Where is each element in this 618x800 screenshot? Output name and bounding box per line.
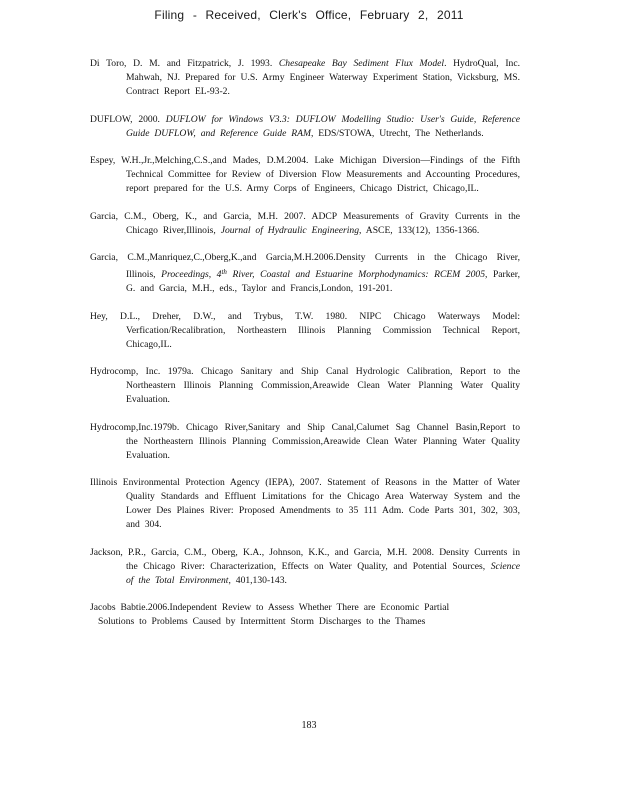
reference-text: , Parker, G. and Garcia, M.H., eds., Taylor and Francis,London, 191-201. xyxy=(126,269,520,294)
reference-entry xyxy=(90,365,520,407)
reference-title: Science of the Total Environment xyxy=(126,560,520,586)
reference-title-part: Proceedings, 4 xyxy=(161,269,222,280)
filing-header: Filing - Received, Clerk's Office, February 2, 2011 xyxy=(154,8,464,22)
reference-text: Hey, D.L., Dreher, D.W., and Trybus, T.W. 1980. NIPC Chicago Waterways Model: Verfication/Recalibration, Northeastern Illinois Planning Commission Technical Report, Chicago,IL. xyxy=(90,310,520,350)
reference-text: , 401,130-143. xyxy=(228,574,287,586)
reference-title: DUFLOW for Windows V3.3: DUFLOW Modelling Studio: User's Guide, Reference Guide DUFLOW, and Reference Guide RAM xyxy=(126,113,520,139)
reference-text: Garcia, C.M., Oberg, K., and Garcia, M.H. 2007. ADCP Measurements of Gravity Currents in the Chicago River,Illinois, xyxy=(90,210,520,236)
reference-entry xyxy=(90,154,520,196)
reference-text: Jackson, P.R., Garcia, C.M., Oberg, K.A., Johnson, K.K., and Garcia, M.H. 2008. Density Currents in the Chicago River: Characterization, Effects on Water Quality, and Potential Sources, xyxy=(90,546,520,572)
reference-entry xyxy=(90,601,520,629)
reference-text-line: Jacobs Babtie.2006.Independent Review to Assess Whether There are Economic Partial xyxy=(90,602,450,613)
reference-title-part: River, Coastal and Estuarine Morphodynamics: RCEM 2005 xyxy=(226,269,485,280)
reference-text: Garcia, C.M.,Manriquez,C.,Oberg,K.,and Garcia,M.H.2006.Density Currents in the Chicago River, Illinois, xyxy=(90,252,520,280)
ordinal-superscript: th xyxy=(221,268,227,276)
reference-text-line: Solutions to Problems Caused by Intermittent Storm Discharges to the Thames xyxy=(98,616,426,627)
reference-entry xyxy=(90,251,520,296)
reference-entry xyxy=(90,57,520,99)
reference-list xyxy=(90,57,520,643)
reference-title xyxy=(161,269,485,280)
reference-entry xyxy=(90,113,520,141)
reference-text: , ASCE, 133(12), 1356-1366. xyxy=(359,224,480,236)
reference-text: DUFLOW, 2000. xyxy=(90,113,166,125)
page-number: 183 xyxy=(301,720,317,731)
reference-text: Di Toro, D. M. and Fitzpatrick, J. 1993. xyxy=(90,58,279,69)
reference-text: Illinois Environmental Protection Agency (IEPA), 2007. Statement of Reasons in the Matter of Water Quality Standards and Effluent Limitations for the Chicago Area Waterway System and the Lower Des Plaines River: Proposed Amendments to 35 111 Adm. Code Parts 301, 302, 303, and 304. xyxy=(90,477,520,530)
reference-title: Journal of Hydraulic Engineering xyxy=(220,224,360,236)
reference-text: , EDS/STOWA, Utrecht, The Netherlands. xyxy=(310,127,484,139)
reference-text: . HydroQual, Inc. Mahwah, NJ. Prepared for U.S. Army Engineer Waterway Experiment Station, Vicksburg, MS. Contract Report EL-93-2. xyxy=(126,58,520,97)
reference-text: Hydrocomp,Inc.1979b. Chicago River,Sanitary and Ship Canal,Calumet Sag Channel Basin,Report to the Northeastern Illinois Planning Commission,Areawide Clean Water Planning Water Quality Evaluation. xyxy=(90,421,520,461)
reference-text: Hydrocomp, Inc. 1979a. Chicago Sanitary and Ship Canal Hydrologic Calibration, Report to the Northeastern Illinois Planning Commission,Areawide Clean Water Planning Water Quality Evaluation. xyxy=(90,366,520,405)
reference-entry xyxy=(90,546,520,588)
reference-title: Chesapeake Bay Sediment Flux Model xyxy=(278,58,445,69)
reference-text: Espey, W.H.,Jr.,Melching,C.S.,and Mades, D.M.2004. Lake Michigan Diversion—Findings of the Fifth Technical Committee for Review of Diversion Flow Measurements and Accounting Procedures, report prepared for the U.S. Army Corps of Engineers, Chicago District, Chicago,IL. xyxy=(90,155,520,194)
reference-entry xyxy=(90,421,520,463)
reference-entry xyxy=(90,310,520,352)
reference-entry xyxy=(90,476,520,532)
reference-entry xyxy=(90,210,520,238)
